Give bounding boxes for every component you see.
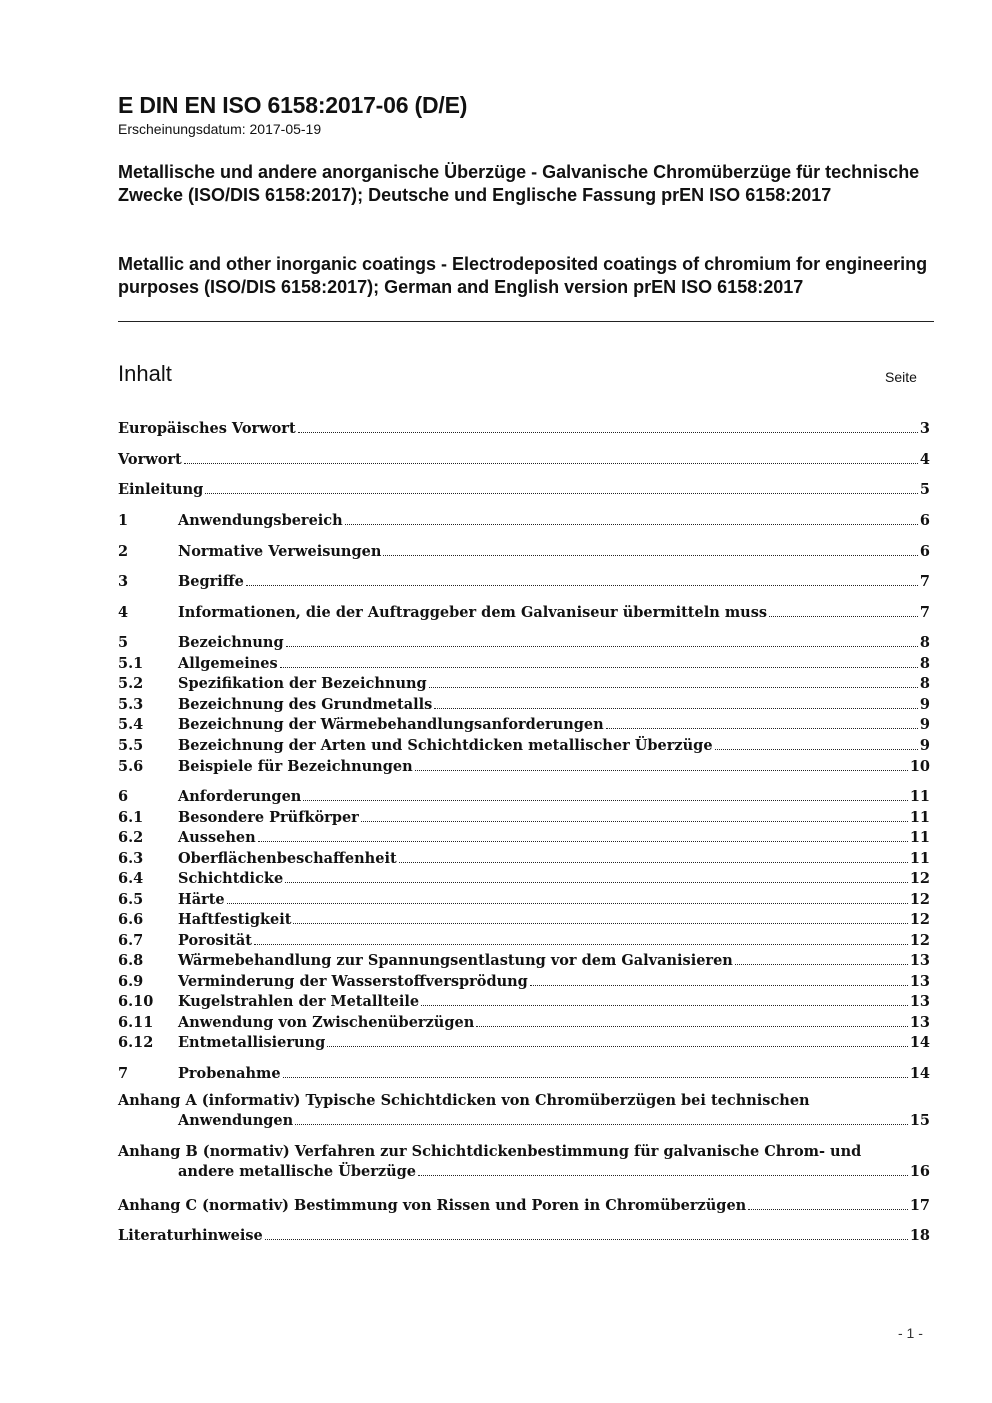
dot-leader [429,687,918,688]
toc-entry[interactable] [118,866,930,887]
toc-entry[interactable] [118,630,930,651]
dot-leader [735,964,908,965]
toc-entry[interactable] [118,651,930,672]
toc-entry-page: 3 [919,420,930,437]
dot-leader [265,1239,908,1240]
toc-entry-label: Aussehen [178,829,256,846]
toc-entry-page: 14 [909,1034,930,1051]
dot-leader [227,903,908,904]
annex-a-entry[interactable] [178,1108,930,1129]
toc-entry-page: 9 [919,696,930,713]
publication-date: Erscheinungsdatum: 2017-05-19 [118,121,322,137]
toc-entry-label: Wärmebehandlung zur Spannungsentlastung vor dem Galvanisieren [178,952,733,969]
annex-entry-page: 15 [909,1112,930,1129]
toc-entry-page: 4 [919,451,930,468]
dot-leader [254,944,908,945]
dot-leader [606,728,918,729]
toc-entry-page: 7 [919,604,930,621]
toc-entry[interactable] [118,416,930,437]
dot-leader [303,800,907,801]
toc-entry-number: 6.5 [118,891,144,908]
annex-a-title[interactable]: Anhang A (informativ) Typische Schichtdicken von Chromüberzügen bei technischen [118,1092,810,1109]
toc-entry-label: Haftfestigkeit [178,911,292,928]
toc-entry-number: 3 [118,573,129,590]
annex-c-entry[interactable] [118,1193,930,1214]
toc-entry-number: 5.3 [118,696,144,713]
toc-entry-label: Anforderungen [178,788,302,805]
dot-leader [298,432,918,433]
toc-entry-label: Bezeichnung der Wärmebehandlungsanforderungen [178,716,604,733]
toc-entry-page: 8 [919,634,930,651]
toc-entry-number: 6.1 [118,809,144,826]
toc-entry-label: Allgemeines [178,655,278,672]
toc-entry-label: Beispiele für Bezeichnungen [178,758,413,775]
toc-entry-number: 1 [118,512,129,529]
toc-entry[interactable] [118,692,930,713]
dot-leader [361,821,908,822]
title-german: Metallische und andere anorganische Überzüge - Galvanische Chromüberzüge für technische Zwecke (ISO/DIS 6158:2017); Deutsche und Englische Fassung prEN ISO 6158:2017 [118,162,920,205]
toc-entry-label: Europäisches Vorwort [118,420,296,437]
dot-leader [184,463,918,464]
toc-entry-page: 13 [909,1014,930,1031]
toc-entry-page: 14 [909,1065,930,1082]
toc-entry-number: 5.2 [118,675,144,692]
toc-entry[interactable] [118,447,930,468]
annex-entry-page: 16 [909,1163,930,1180]
toc-entry-number: 6.4 [118,870,144,887]
toc-entry[interactable] [118,825,930,846]
toc-entry[interactable] [118,969,930,990]
annex-b-title[interactable]: Anhang B (normativ) Verfahren zur Schichtdickenbestimmung für galvanische Chrom- und [118,1143,862,1160]
toc-entry-page: 13 [909,993,930,1010]
dot-leader [421,1005,908,1006]
toc-entry[interactable] [118,907,930,928]
toc-entry-label: Informationen, die der Auftraggeber dem Galvaniseur übermitteln muss [178,604,768,621]
toc-entry-label: Besondere Prüfkörper [178,809,359,826]
dot-leader [530,985,908,986]
toc-entry[interactable] [118,928,930,949]
toc-entry-page: 12 [909,891,930,908]
toc-entry-number: 6.10 [118,993,154,1010]
toc-entry-page: 12 [909,932,930,949]
dot-leader [715,749,918,750]
toc-entry-label: Bezeichnung [178,634,284,651]
toc-entry-label: Bezeichnung des Grundmetalls [178,696,433,713]
toc-entry[interactable] [118,784,930,805]
toc-entry-label: Begriffe [178,573,244,590]
toc-entry-label: Schichtdicke [178,870,284,887]
toc-entry-number: 6.12 [118,1034,154,1051]
toc-entry-page: 9 [919,737,930,754]
toc-entry-label: Bezeichnung der Arten und Schichtdicken metallischer Überzüge [178,737,713,754]
bibliography-entry[interactable] [118,1223,930,1244]
toc-entry-number: 5.6 [118,758,144,775]
toc-entry[interactable] [118,887,930,908]
toc-entry-number: 6.6 [118,911,144,928]
toc-entry-label: Porosität [178,932,252,949]
toc-entry-number: 2 [118,543,129,560]
toc-entry-label: Probenahme [178,1065,281,1082]
toc-entry-label: Härte [178,891,225,908]
toc-entry-label: Spezifikation der Bezeichnung [178,675,427,692]
toc-page-column-heading: Seite [885,369,917,385]
dot-leader [286,646,918,647]
toc-entry[interactable] [118,733,930,754]
bibliography-page: 18 [909,1227,930,1244]
toc-entry-label: Verminderung der Wasserstoffversprödung [178,973,528,990]
toc-entry-number: 6 [118,788,129,805]
toc-entry-label: Anwendungsbereich [178,512,343,529]
toc-entry[interactable] [118,539,930,560]
dot-leader [205,493,918,494]
toc-entry-number: 7 [118,1065,129,1082]
annex-entry-page: 17 [909,1197,930,1214]
annex-entry-label: andere metallische Überzüge [178,1163,416,1180]
toc-entry-page: 12 [909,870,930,887]
dot-leader [418,1175,908,1176]
dot-leader [769,616,918,617]
toc-entry-number: 6.7 [118,932,144,949]
toc-entry-number: 6.2 [118,829,144,846]
toc-entry[interactable] [118,948,930,969]
toc-entry-label: Anwendung von Zwischenüberzügen [178,1014,475,1031]
toc-entry[interactable] [118,754,930,775]
toc-entry[interactable] [118,846,930,867]
toc-entry-label: Einleitung [118,481,204,498]
toc-entry-page: 11 [909,788,930,805]
toc-heading: Inhalt [118,361,172,386]
toc-entry-label: Normative Verweisungen [178,543,382,560]
dot-leader [285,882,908,883]
page-number: - 1 - [898,1325,923,1341]
toc-entry[interactable] [118,1061,930,1082]
dot-leader [476,1026,908,1027]
toc-entry-page: 10 [909,758,930,775]
bibliography-label: Literaturhinweise [118,1227,263,1244]
toc-entry-number: 4 [118,604,129,621]
toc-entry-label: Vorwort [118,451,182,468]
toc-entry-number: 5 [118,634,129,651]
toc-entry-label: Entmetallisierung [178,1034,326,1051]
dot-leader [327,1046,908,1047]
toc-entry-page: 13 [909,973,930,990]
dot-leader [293,923,907,924]
title-english: Metallic and other inorganic coatings - Electrodeposited coatings of chromium for engineering purposes (ISO/DIS 6158:2017); German and English version prEN ISO 6158:2017 [118,254,928,297]
toc-entry-label: Kugelstrahlen der Metallteile [178,993,420,1010]
toc-entry-number: 6.3 [118,850,144,867]
dot-leader [280,667,918,668]
toc-entry[interactable] [118,989,930,1010]
toc-entry[interactable] [118,1010,930,1031]
toc-entry[interactable] [118,600,930,621]
toc-entry-number: 6.9 [118,973,144,990]
dot-leader [399,862,908,863]
annex-entry-label: Anwendungen [178,1112,294,1129]
toc-entry[interactable] [118,712,930,733]
dot-leader [415,770,908,771]
dot-leader [383,555,918,556]
toc-entry[interactable] [118,1030,930,1051]
dot-leader [283,1077,908,1078]
document-id: E DIN EN ISO 6158:2017-06 (D/E) [118,92,468,118]
dot-leader [345,524,918,525]
annex-entry-label: Anhang C (normativ) Bestimmung von Rissen und Poren in Chromüberzügen [118,1197,747,1214]
toc-entry-page: 11 [909,829,930,846]
toc-entry-number: 5.4 [118,716,144,733]
toc-entry-page: 9 [919,716,930,733]
dot-leader [246,585,918,586]
toc-entry-number: 6.11 [118,1014,154,1031]
toc-entry-number: 5.1 [118,655,144,672]
toc-entry-number: 6.8 [118,952,144,969]
toc-entry-page: 11 [909,850,930,867]
toc-entry-page: 8 [919,675,930,692]
toc-entry-page: 13 [909,952,930,969]
annex-b-entry[interactable] [178,1159,930,1180]
toc-entry-page: 7 [919,573,930,590]
toc-entry[interactable] [118,508,930,529]
toc-entry-page: 5 [919,481,930,498]
toc-entry-page: 11 [909,809,930,826]
toc-entry[interactable] [118,569,930,590]
dot-leader [748,1209,908,1210]
toc-entry[interactable] [118,671,930,692]
toc-entry-page: 8 [919,655,930,672]
toc-entry[interactable] [118,805,930,826]
dot-leader [295,1124,908,1125]
toc-entry[interactable] [118,477,930,498]
dot-leader [434,708,918,709]
toc-entry-page: 12 [909,911,930,928]
toc-entry-label: Oberflächenbeschaffenheit [178,850,397,867]
header-divider [118,321,934,322]
dot-leader [258,841,908,842]
toc-entry-page: 6 [919,543,930,560]
toc-entry-page: 6 [919,512,930,529]
toc-entry-number: 5.5 [118,737,144,754]
